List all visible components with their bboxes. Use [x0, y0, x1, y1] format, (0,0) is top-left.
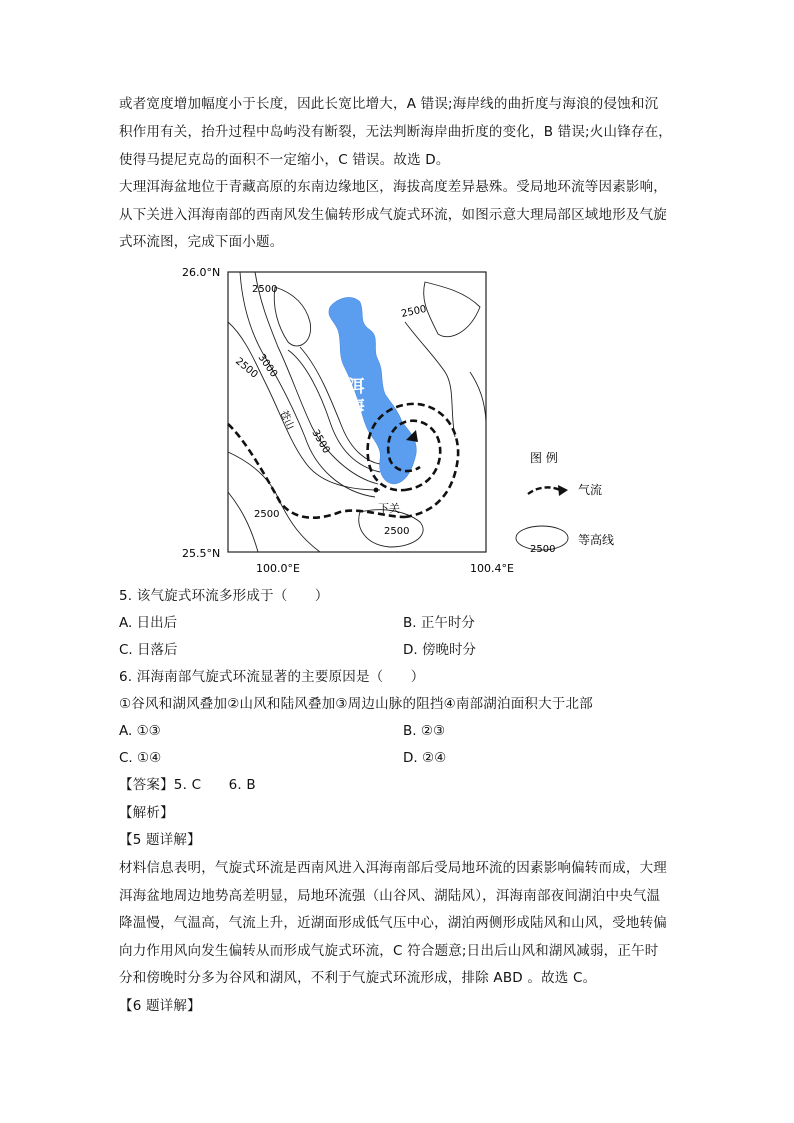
- contour-line: [424, 282, 480, 337]
- intro-line-5: 从下关进入洱海南部的西南风发生偏转形成气旋式环流，如图示意大理局部区域地形及气旋: [119, 207, 667, 223]
- town-name: 下关: [378, 502, 400, 515]
- mountain-name: 苍山: [277, 408, 296, 432]
- q6-stem: 6. 洱海南部气旋式环流显著的主要原因是（ ）: [119, 669, 425, 685]
- lon-left-label: 100.0°E: [256, 562, 300, 575]
- answer-line: 【答案】5. C 6. B: [119, 777, 256, 793]
- q5-detail-line-5: 分和傍晚时分多为谷风和湖风，不利于气旋式环流形成，排除 ABD 。故选 C。: [119, 970, 597, 986]
- intro-line-1: 或者宽度增加幅度小于长度，因此长宽比增大，A 错误;海岸线的曲折度与海浪的侵蚀和沉: [119, 96, 659, 112]
- legend-contour-label: 等高线: [578, 533, 615, 547]
- contour-label: 3000: [255, 352, 280, 380]
- q5-option-c: C. 日落后: [119, 642, 178, 658]
- legend-contour-value: 2500: [530, 544, 556, 555]
- q5-detail-line-1: 材料信息表明，气旋式环流是西南风进入洱海南部后受局地环流的因素影响偏转而成，大理: [119, 860, 667, 876]
- q5-detail-title: 【5 题详解】: [119, 832, 201, 848]
- contour-line: [470, 372, 486, 422]
- contour-line: [274, 287, 310, 346]
- contour-label: 2500: [233, 355, 260, 381]
- q5-detail-line-4: 向力作用风向发生偏转从而形成气旋式环流，C 符合题意;日出后山风和湖风减弱，正午时: [119, 943, 659, 959]
- q5-stem: 5. 该气旋式环流多形成于（ ）: [119, 588, 329, 604]
- q5-detail-line-2: 洱海盆地周边地势高差明显，局地环流强（山谷风、湖陆风），洱海南部夜间湖泊中央气温: [119, 888, 661, 904]
- erhai-lake: [329, 297, 416, 484]
- contour-label: 2500: [254, 509, 280, 520]
- airflow-lines: [228, 404, 458, 518]
- analysis-title: 【解析】: [119, 805, 174, 821]
- contour-line: [228, 492, 258, 552]
- lake-name-1: 洱: [347, 377, 365, 397]
- intro-line-6: 式环流图，完成下面小题。: [119, 234, 284, 250]
- q5-option-a: A. 日出后: [119, 615, 178, 631]
- lat-top-label: 26.0°N: [182, 266, 221, 279]
- town-marker: [374, 488, 379, 493]
- q6-option-a: A. ①③: [119, 723, 161, 739]
- intro-line-3: 使得马提尼克岛的面积不一定缩小，C 错误。故选 D。: [119, 152, 450, 168]
- contour-line: [228, 452, 320, 552]
- intro-line-2: 积作用有关，抬升过程中岛屿没有断裂，无法判断海岸曲折度的变化，B 错误;火山锋存在，: [119, 124, 672, 140]
- erhai-map-figure: [180, 262, 640, 582]
- lon-right-label: 100.4°E: [470, 562, 514, 575]
- q5-option-b: B. 正午时分: [403, 615, 475, 631]
- q6-detail-title: 【6 题详解】: [119, 998, 201, 1014]
- contour-label: 2500: [384, 526, 410, 537]
- legend-airflow-arrowhead: [558, 485, 568, 496]
- q6-option-d: D. ②④: [403, 750, 447, 766]
- legend-title: 图 例: [530, 451, 558, 465]
- legend-airflow-symbol: [528, 487, 560, 494]
- lat-bottom-label: 25.5°N: [182, 547, 221, 560]
- q6-option-c: C. ①④: [119, 750, 162, 766]
- legend-airflow-label: 气流: [578, 483, 603, 497]
- q5-detail-line-3: 降温慢，气温高，气流上升，近湖面形成低气压中心，湖泊两侧形成陆风和山风，受地转偏: [119, 915, 667, 931]
- q6-option-b: B. ②③: [403, 723, 446, 739]
- contour-label: 3500: [309, 428, 332, 456]
- contour-label: 2500: [252, 284, 278, 295]
- intro-line-4: 大理洱海盆地位于青藏高原的东南边缘地区，海拔高度差异悬殊。受局地环流等因素影响，: [119, 179, 667, 195]
- contour-label: 2500: [400, 303, 428, 320]
- q5-option-d: D. 傍晚时分: [403, 642, 476, 658]
- lake-name-2: 海: [347, 397, 365, 417]
- q6-statements: ①谷风和湖风叠加②山风和陆风叠加③周边山脉的阻挡④南部湖泊面积大于北部: [119, 696, 593, 712]
